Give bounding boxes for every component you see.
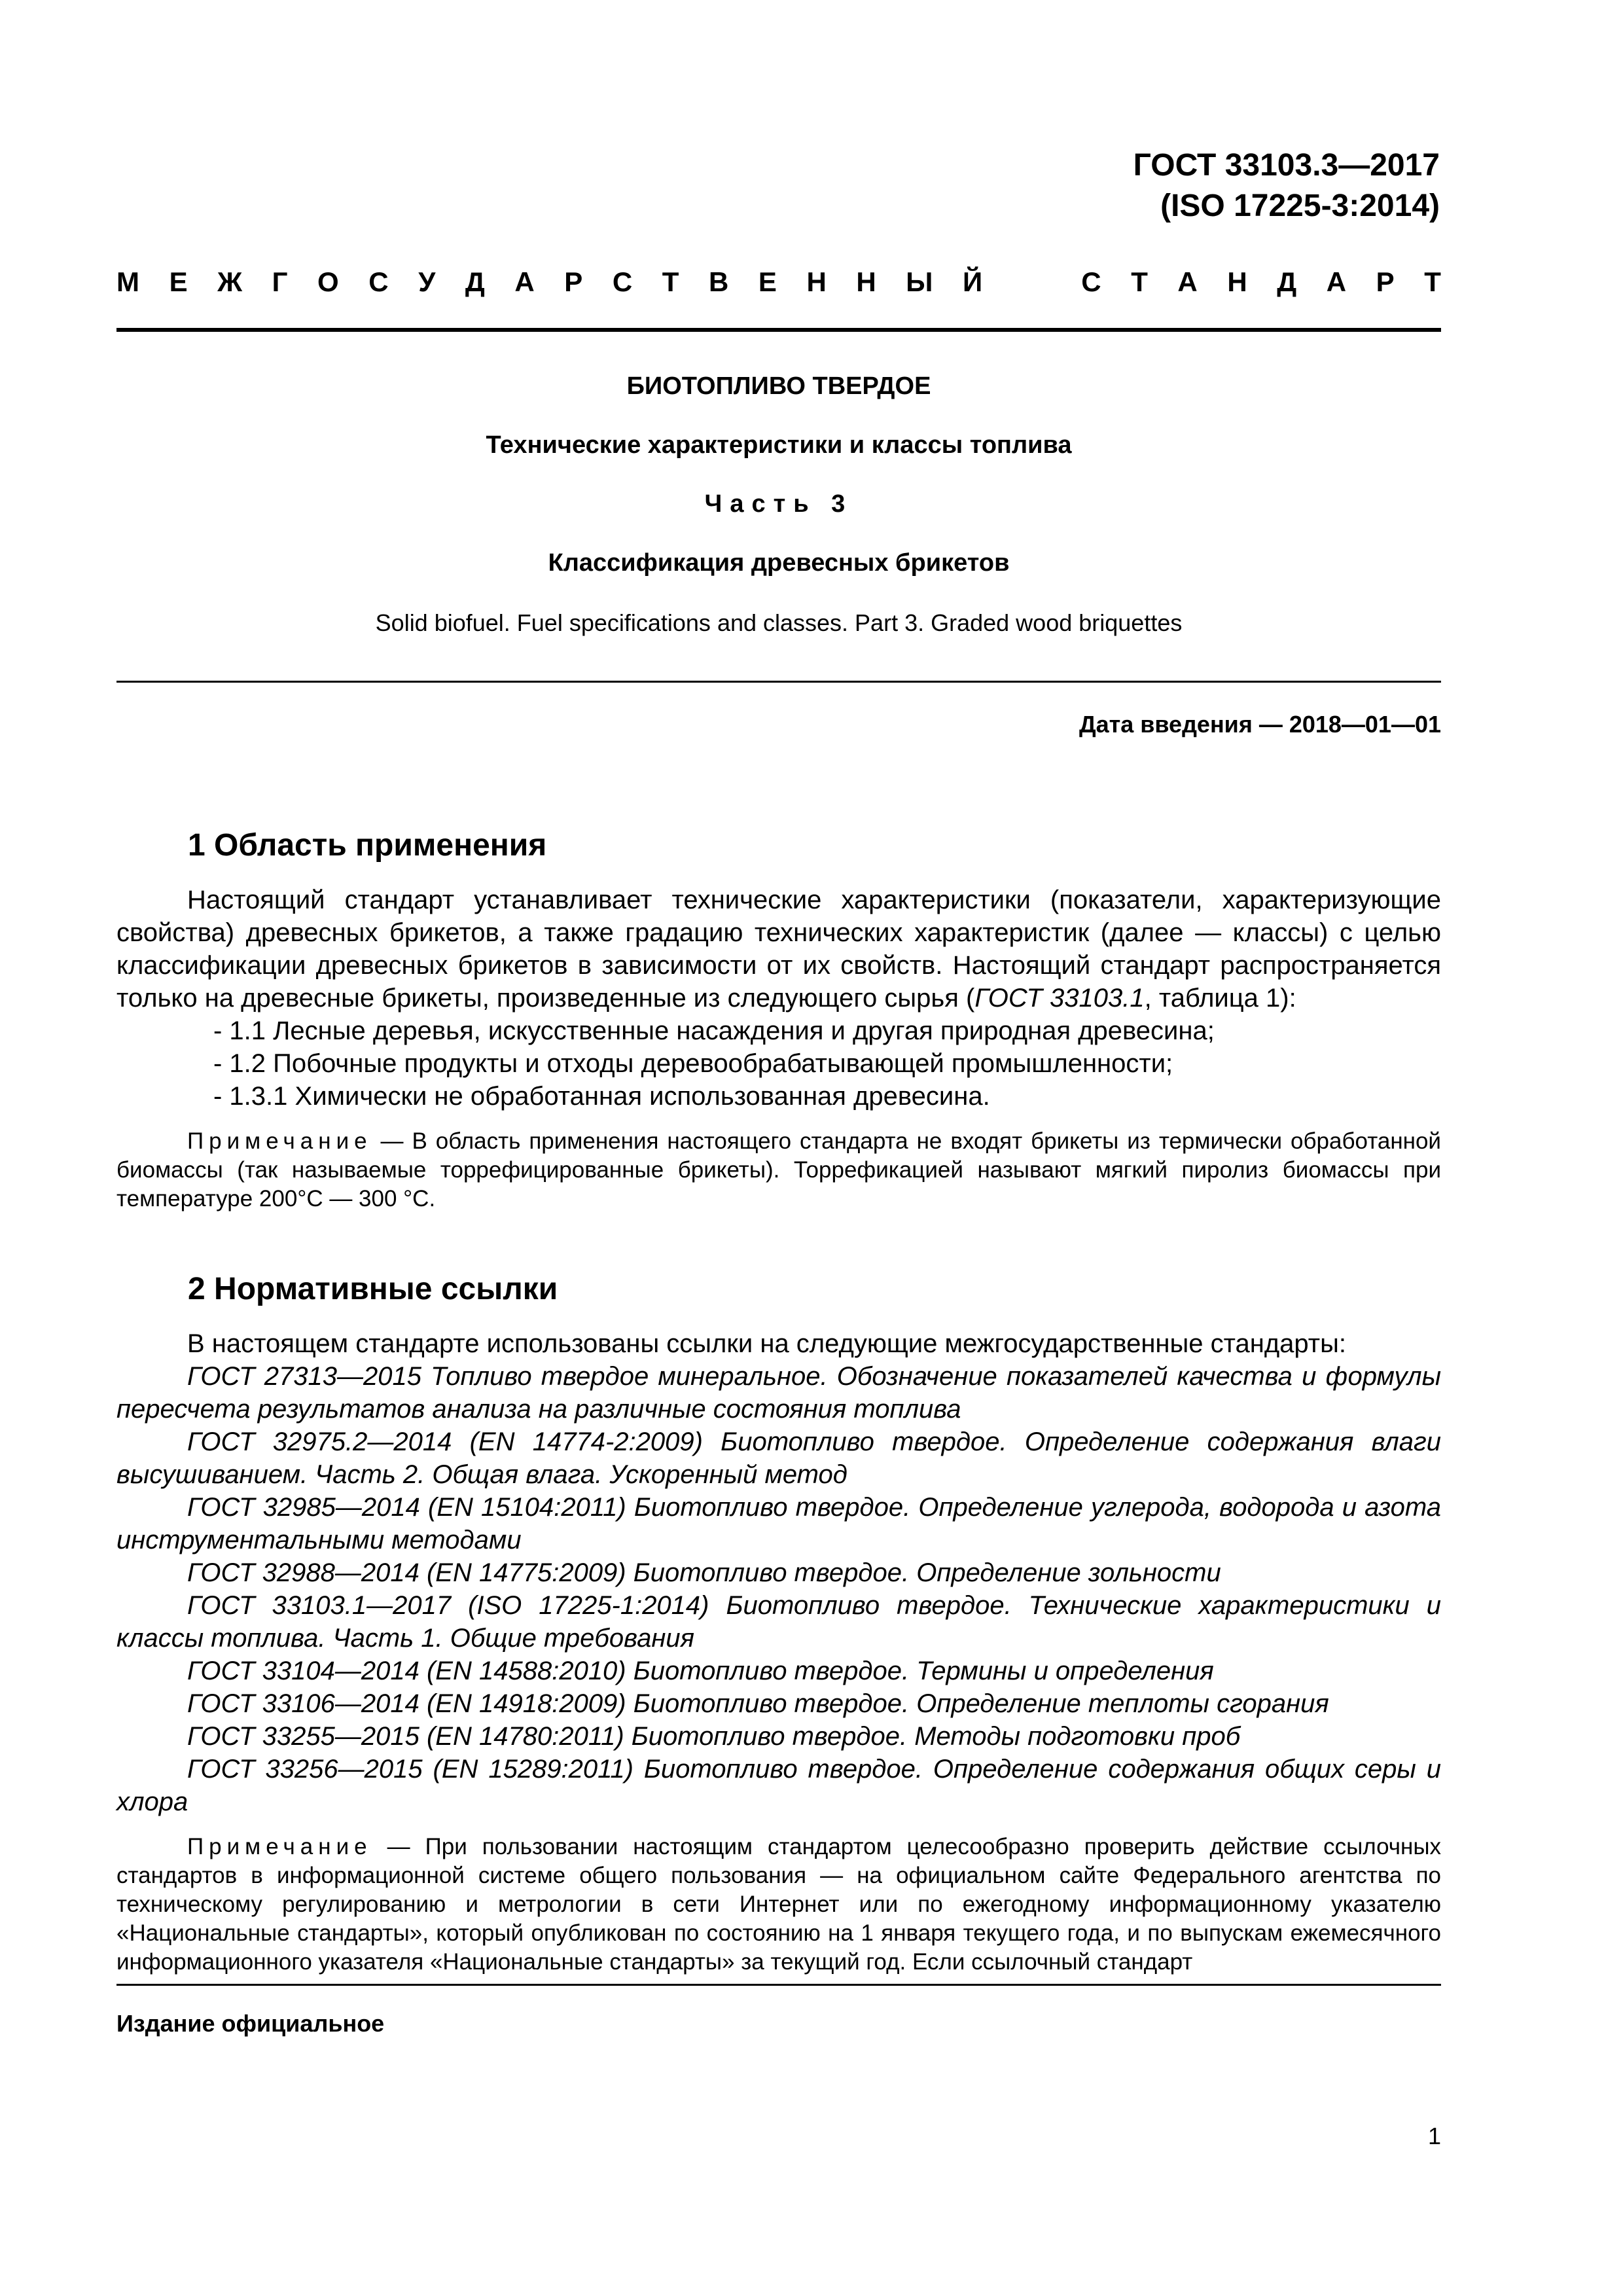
footer-rule — [116, 1984, 1441, 1986]
reference-item: ГОСТ 33256—2015 (EN 15289:2011) Биотопливо твердое. Определение содержания общих серы и хлора — [116, 1755, 1441, 1816]
banner-letter-word1: Г — [272, 266, 288, 297]
banner-letter-word1: Н — [856, 266, 876, 297]
scope-list-item: - 1.3.1 Химически не обработанная использованная древесина. — [213, 1082, 990, 1111]
banner-letter-word1: Т — [662, 266, 679, 297]
banner-letter-word1: С — [612, 266, 633, 297]
scope-paragraph — [116, 884, 1441, 1014]
banner-letter-word1: А — [514, 266, 535, 297]
banner-letter-word2: А — [1326, 266, 1347, 297]
reference-item: ГОСТ 33104—2014 (EN 14588:2010) Биотопливо твердое. Термины и определения — [187, 1657, 1214, 1685]
standard-designation — [1133, 145, 1440, 226]
standard-number: ГОСТ 33103.3—2017 — [1133, 148, 1440, 183]
banner-letter-word2: С — [1081, 266, 1101, 297]
banner-letter-word1: Р — [564, 266, 583, 297]
banner-letter-word2: Д — [1277, 266, 1297, 297]
banner-letter-word1: Ж — [217, 266, 243, 297]
banner-letter-word1: О — [317, 266, 339, 297]
banner-letter-word1: М — [116, 266, 139, 297]
reference-item: ГОСТ 33103.1—2017 (ISO 17225-1:2014) Биотопливо твердое. Технические характеристики и классы топлива. Часть 1. Общие требования — [116, 1591, 1441, 1653]
banner-letter-word1: Н — [806, 266, 827, 297]
note-label: Примечание — [187, 1834, 372, 1859]
document-part: Часть 3 — [704, 490, 853, 518]
scope-list-item: - 1.2 Побочные продукты и отходы деревообрабатывающей промышленности; — [213, 1049, 1173, 1078]
banner-letter-word2: Т — [1424, 266, 1441, 297]
scope-text-start: Настоящий стандарт устанавливает технические характеристики (показатели, характеризующие свойства) древесных брикетов, а также градацию технических характеристик (далее — классы) с целью классификации древесных брикетов в зависимости от их свойств. Настоящий стандарт распространяется только на древесные брикеты, произведенные из следующего сырья ( — [116, 886, 1441, 1013]
reference-item: ГОСТ 32985—2014 (EN 15104:2011) Биотопливо твердое. Определение углерода, водорода и азота инструментальными методами — [116, 1493, 1441, 1554]
section-1-body — [116, 884, 1441, 1213]
banner-letter-word1: У — [418, 266, 436, 297]
reference-item: ГОСТ 32988—2014 (EN 14775:2009) Биотопливо твердое. Определение зольности — [187, 1558, 1221, 1587]
banner-letter-word2: А — [1177, 266, 1198, 297]
banner-letter-word1: В — [708, 266, 729, 297]
section-1-heading: 1 Область применения — [188, 828, 547, 863]
banner-letter-word1: Ы — [906, 266, 933, 297]
banner-letter-word2: Т — [1131, 266, 1148, 297]
reference-item: ГОСТ 27313—2015 Топливо твердое минеральное. Обозначение показателей качества и формулы пересчета результатов анализа на различные состояния топлива — [116, 1362, 1441, 1424]
section-1-note — [116, 1127, 1441, 1213]
title-rule — [116, 681, 1441, 683]
banner-letter-word2: Р — [1376, 266, 1395, 297]
banner-letter-word1: Е — [169, 266, 188, 297]
iso-number: (ISO 17225-3:2014) — [1160, 188, 1440, 223]
note-text: — При пользовании настоящим стандартом целесообразно проверить действие ссылочных стандартов в информационной системе общего пользования — на официальном сайте Федерального агентства по техническому регулированию и метрологии в сети Интернет или по ежегодному информационному указателю «Национальные стандарты», который опубликован по состоянию на 1 января текущего года, и по выпускам ежемесячного информационного указателя «Национальные стандарты» за текущий год. Если ссылочный стандарт — [116, 1834, 1441, 1975]
reference-item: ГОСТ 33106—2014 (EN 14918:2009) Биотопливо твердое. Определение теплоты сгорания — [187, 1689, 1329, 1718]
official-edition-label: Издание официальное — [116, 2010, 385, 2037]
document-classification-title: Классификация древесных брикетов — [548, 549, 1010, 577]
scope-reference: ГОСТ 33103.1 — [974, 984, 1145, 1013]
reference-item: ГОСТ 33255—2015 (EN 14780:2011) Биотопливо твердое. Методы подготовки проб — [187, 1722, 1241, 1751]
banner-letter-word1: С — [368, 266, 389, 297]
scope-text-end: , таблица 1): — [1144, 984, 1296, 1013]
banner-word-gap — [1012, 265, 1052, 299]
section-2-heading: 2 Нормативные ссылки — [188, 1272, 558, 1306]
note-label: Примечание — [187, 1128, 372, 1154]
reference-item: ГОСТ 32975.2—2014 (EN 14774-2:2009) Биотопливо твердое. Определение содержания влаги высушиванием. Часть 2. Общая влага. Ускоренный метод — [116, 1427, 1441, 1489]
document-subtitle: Технические характеристики и классы топлива — [486, 431, 1072, 459]
english-title: Solid biofuel. Fuel specifications and classes. Part 3. Graded wood briquettes — [375, 609, 1183, 636]
document-title: БИОТОПЛИВО ТВЕРДОЕ — [626, 372, 931, 400]
references-intro: В настоящем стандарте использованы ссылки на следующие межгосударственные стандарты: — [187, 1329, 1346, 1358]
banner-letter-word1: Й — [962, 266, 983, 297]
section-2-body — [116, 1327, 1441, 1977]
banner-letter-word2: Н — [1227, 266, 1247, 297]
introduction-date: Дата введения — 2018—01—01 — [1079, 711, 1441, 738]
interstate-standard-banner — [116, 265, 1441, 299]
page-number: 1 — [1427, 2123, 1441, 2149]
note-text: — В область применения настоящего стандарта не входят брикеты из термически обработанной биомассы (так называемые торрефицированные брикеты). Торрефикацией называют мягкий пиролиз биомассы при температуре 200°С — 300 °С. — [116, 1128, 1441, 1211]
header-rule — [116, 328, 1441, 332]
section-2-note — [116, 1833, 1441, 1977]
scope-list-item: - 1.1 Лесные деревья, искусственные насаждения и другая природная древесина; — [213, 1016, 1215, 1045]
banner-letter-word1: Е — [758, 266, 777, 297]
banner-letter-word1: Д — [465, 266, 485, 297]
